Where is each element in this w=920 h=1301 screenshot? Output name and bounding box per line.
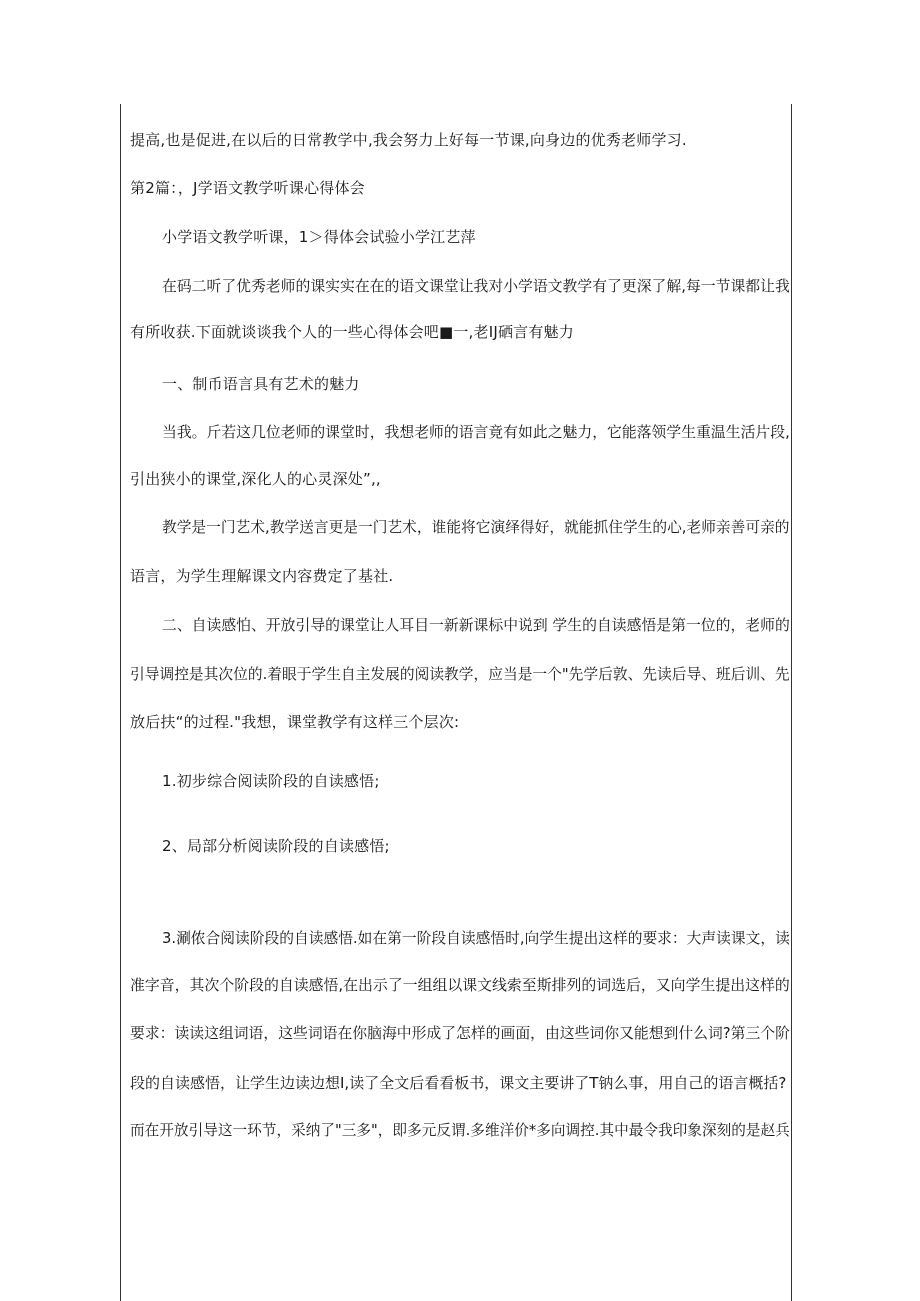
list-item: 1.初步综合阅读阶段的自读感悟; bbox=[162, 772, 380, 790]
list-item: 2、局部分析阅读阶段的自读感悟; bbox=[162, 837, 390, 855]
paragraph-line: 在码二听了优秀老师的课实实在在的语文课堂让我对小学语文教学有了更深了解,每一节课都让我 bbox=[162, 277, 790, 295]
subtitle-author: 小学语文教学听课，1＞得体会试验小学江艺萍 bbox=[162, 228, 476, 246]
paragraph-line: 段的自读感悟，让学生边读边想I,读了全文后看看板书，课文主要讲了T钠么事，用自己的语言概括? bbox=[130, 1074, 787, 1092]
paragraph-line: 引导调控是其次位的.着眼于学生自主发展的阅读教学，应当是一个"先学后敦、先读后导、班后训、先 bbox=[130, 665, 790, 683]
paragraph-line: 准字音，其次个阶段的自读感悟,在出示了一组组以课文线索至斯排列的词选后，又向学生提出这样的 bbox=[130, 976, 790, 994]
paragraph-line: 语言，为学生理解课文内容费定了基社. bbox=[130, 567, 394, 585]
paragraph-line: 引出狭小的课堂,深化人的心灵深处”,, bbox=[130, 470, 381, 488]
paragraph-line: 放后扶“的过程."我想，课堂教学有这样三个层次: bbox=[130, 713, 460, 731]
paragraph-line: 要求：读读这组词语，这些词语在你脑海中形成了怎样的画面，由这些词你又能想到什么词?第三个阶 bbox=[130, 1024, 790, 1042]
paragraph-line: 而在开放引导这一环节，采纳了"三多"，即多元反谓.多维洋价*多向调控.其中最令我印象深刻的是赵兵 bbox=[130, 1121, 790, 1139]
heading-point-two: 二、自读感怕、开放引导的课堂让人耳目一新新课标中说到 学生的自读感悟是第一位的，老师的 bbox=[162, 616, 790, 634]
list-item: 3.涮侬合阅读阶段的自读感悟.如在第一阶段自读感悟时,向学生提出这样的要求：大声读课文，读 bbox=[162, 929, 790, 947]
paragraph-line: 提高,也是促进,在以后的日常教学中,我会努力上好每一节课,向身边的优秀老师学习. bbox=[130, 131, 687, 149]
heading-point-one: 一、制币语言具有艺术的魅力 bbox=[162, 375, 360, 393]
section-title: 第2篇：，J学语文教学听课心得体会 bbox=[130, 179, 365, 197]
table-border-right bbox=[791, 104, 792, 1301]
paragraph-line: 教学是一门艺术,教学送言更是一门艺术，谁能将它演绎得好，就能抓住学生的心,老师亲善可亲的 bbox=[162, 518, 790, 536]
paragraph-line: 当我。斤若这几位老师的课堂时，我想老师的语言竟有如此之魅力，它能落领学生重温生活片段, bbox=[162, 423, 790, 441]
paragraph-line: 有所收获.下面就谈谈我个人的一些心得体会吧■一,老IJ硒言有魅力 bbox=[130, 323, 574, 341]
table-border-left bbox=[120, 104, 121, 1301]
